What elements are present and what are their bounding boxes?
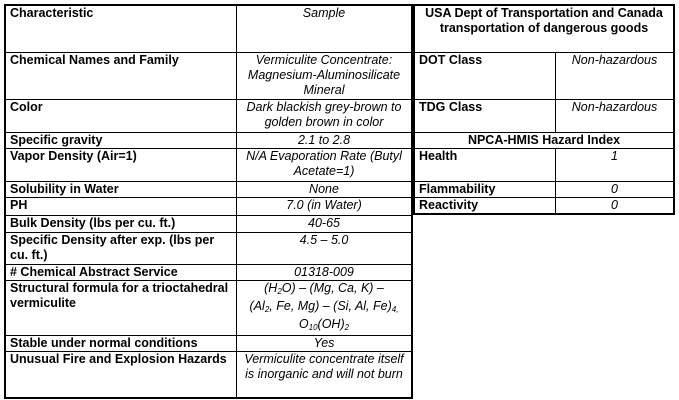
row-value: None bbox=[237, 181, 413, 197]
row-label: Reactivity bbox=[414, 197, 556, 214]
table-row bbox=[5, 351, 412, 398]
table-row bbox=[5, 5, 412, 52]
table-row bbox=[414, 52, 674, 99]
table-row bbox=[5, 197, 412, 215]
row-label: TDG Class bbox=[414, 99, 556, 132]
row-value: Vermiculite Concentrate: Magnesium-Aluminosilicate Mineral bbox=[237, 52, 413, 99]
row-value: Yes bbox=[237, 335, 413, 351]
row-value: N/A Evaporation Rate (Butyl Acetate=1) bbox=[237, 148, 413, 181]
characteristic-header: Characteristic bbox=[5, 5, 237, 52]
table-row bbox=[5, 181, 412, 197]
row-label: # Chemical Abstract Service bbox=[5, 264, 237, 280]
transport-header: USA Dept of Transportation and Canada transportation of dangerous goods bbox=[414, 5, 674, 52]
table-row bbox=[5, 148, 412, 181]
table-row bbox=[414, 148, 674, 181]
row-label: DOT Class bbox=[414, 52, 556, 99]
row-label: Structural formula for a trioctahedral vermiculite bbox=[5, 280, 237, 335]
formula-value bbox=[237, 280, 413, 335]
row-label: Vapor Density (Air=1) bbox=[5, 148, 237, 181]
row-value: Non-hazardous bbox=[556, 52, 675, 99]
properties-table bbox=[4, 4, 413, 399]
row-value: 0 bbox=[556, 197, 675, 214]
hazard-header: NPCA-HMIS Hazard Index bbox=[414, 132, 674, 148]
row-label: Bulk Density (lbs per cu. ft.) bbox=[5, 215, 237, 232]
row-value: 01318-009 bbox=[237, 264, 413, 280]
row-label: Solubility in Water bbox=[5, 181, 237, 197]
table-row bbox=[5, 264, 412, 280]
formula-render: $(H_2O) - (Mg$, Ca, K) – ($Al_2$, Fe, Mg) – (Si, Al, $Fe)_{4,}$ $O_{10}(OH)_2$ bbox=[249, 280, 399, 332]
table-row bbox=[5, 132, 412, 148]
table-row bbox=[414, 99, 674, 132]
sample-header: Sample bbox=[237, 5, 413, 52]
table-row bbox=[414, 132, 674, 148]
table-row bbox=[414, 197, 674, 214]
table-row bbox=[5, 280, 412, 335]
row-value: 7.0 (in Water) bbox=[237, 197, 413, 215]
row-value: 4.5 – 5.0 bbox=[237, 232, 413, 264]
table-row bbox=[414, 5, 674, 52]
table-row bbox=[5, 335, 412, 351]
table-row bbox=[5, 215, 412, 232]
row-label: Health bbox=[414, 148, 556, 181]
transport-hazard-table bbox=[413, 4, 675, 215]
table-row bbox=[414, 181, 674, 197]
row-value: 2.1 to 2.8 bbox=[237, 132, 413, 148]
row-label: Chemical Names and Family bbox=[5, 52, 237, 99]
row-value: 0 bbox=[556, 181, 675, 197]
row-label: PH bbox=[5, 197, 237, 215]
row-label: Specific Density after exp. (lbs per cu. ft.) bbox=[5, 232, 237, 264]
row-value: 40-65 bbox=[237, 215, 413, 232]
row-value: Vermiculite concentrate itself is inorganic and will not burn bbox=[237, 351, 413, 398]
table-row bbox=[5, 232, 412, 264]
row-label: Color bbox=[5, 99, 237, 132]
row-label: Specific gravity bbox=[5, 132, 237, 148]
row-label: Flammability bbox=[414, 181, 556, 197]
row-label: Unusual Fire and Explosion Hazards bbox=[5, 351, 237, 398]
table-row bbox=[5, 52, 412, 99]
row-value: Non-hazardous bbox=[556, 99, 675, 132]
row-value: Dark blackish grey-brown to golden brown in color bbox=[237, 99, 413, 132]
row-value: 1 bbox=[556, 148, 675, 181]
row-label: Stable under normal conditions bbox=[5, 335, 237, 351]
table-row bbox=[5, 99, 412, 132]
